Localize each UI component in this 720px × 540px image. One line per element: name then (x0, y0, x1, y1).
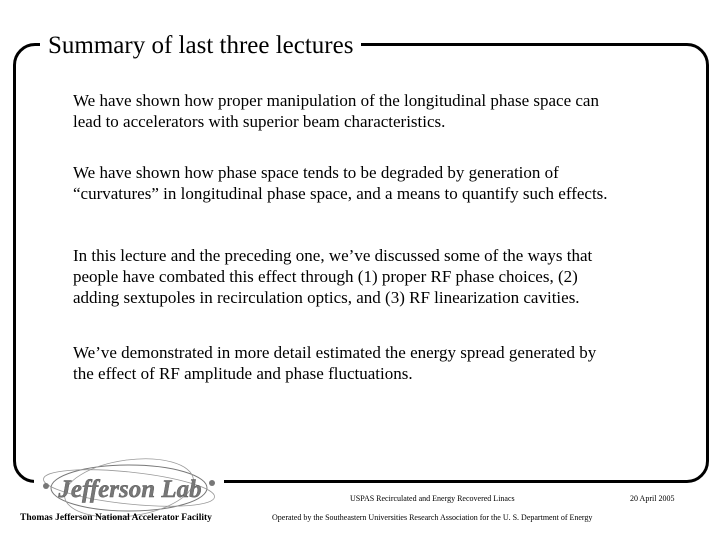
course-name: USPAS Recirculated and Energy Recovered Linacs (350, 494, 515, 503)
paragraph-line: adding sextupoles in recirculation optics, and (3) RF linearization cavities. (73, 288, 580, 307)
paragraph-4 (73, 342, 673, 384)
slide-date: 20 April 2005 (630, 494, 675, 503)
paragraph-line: In this lecture and the preceding one, we’ve discussed some of the ways that (73, 246, 593, 265)
paragraph-line: We’ve demonstrated in more detail estimated the energy spread generated by (73, 343, 597, 362)
paragraph-line: people have combated this effect through (1) proper RF phase choices, (2) (73, 267, 578, 286)
logo-text: Jefferson Lab (58, 476, 202, 503)
paragraph-line: We have shown how phase space tends to be degraded by generation of (73, 163, 559, 182)
jefferson-lab-logo (34, 458, 224, 520)
facility-name: Thomas Jefferson National Accelerator Facility (20, 513, 212, 523)
jefferson-lab-logo-graphic (34, 458, 224, 520)
operated-by: Operated by the Southeastern Universities Research Association for the U. S. Department of Energy (272, 513, 593, 522)
paragraph-line: We have shown how proper manipulation of the longitudinal phase space can (73, 91, 599, 110)
paragraph-line: the effect of RF amplitude and phase fluctuations. (73, 364, 413, 383)
paragraph-1 (73, 90, 673, 132)
paragraph-line: lead to accelerators with superior beam characteristics. (73, 112, 446, 131)
paragraph-line: “curvatures” in longitudinal phase space, and a means to quantify such effects. (73, 184, 608, 203)
paragraph-2 (73, 162, 673, 204)
paragraph-3 (73, 245, 673, 308)
slide-title: Summary of last three lectures (40, 30, 361, 62)
